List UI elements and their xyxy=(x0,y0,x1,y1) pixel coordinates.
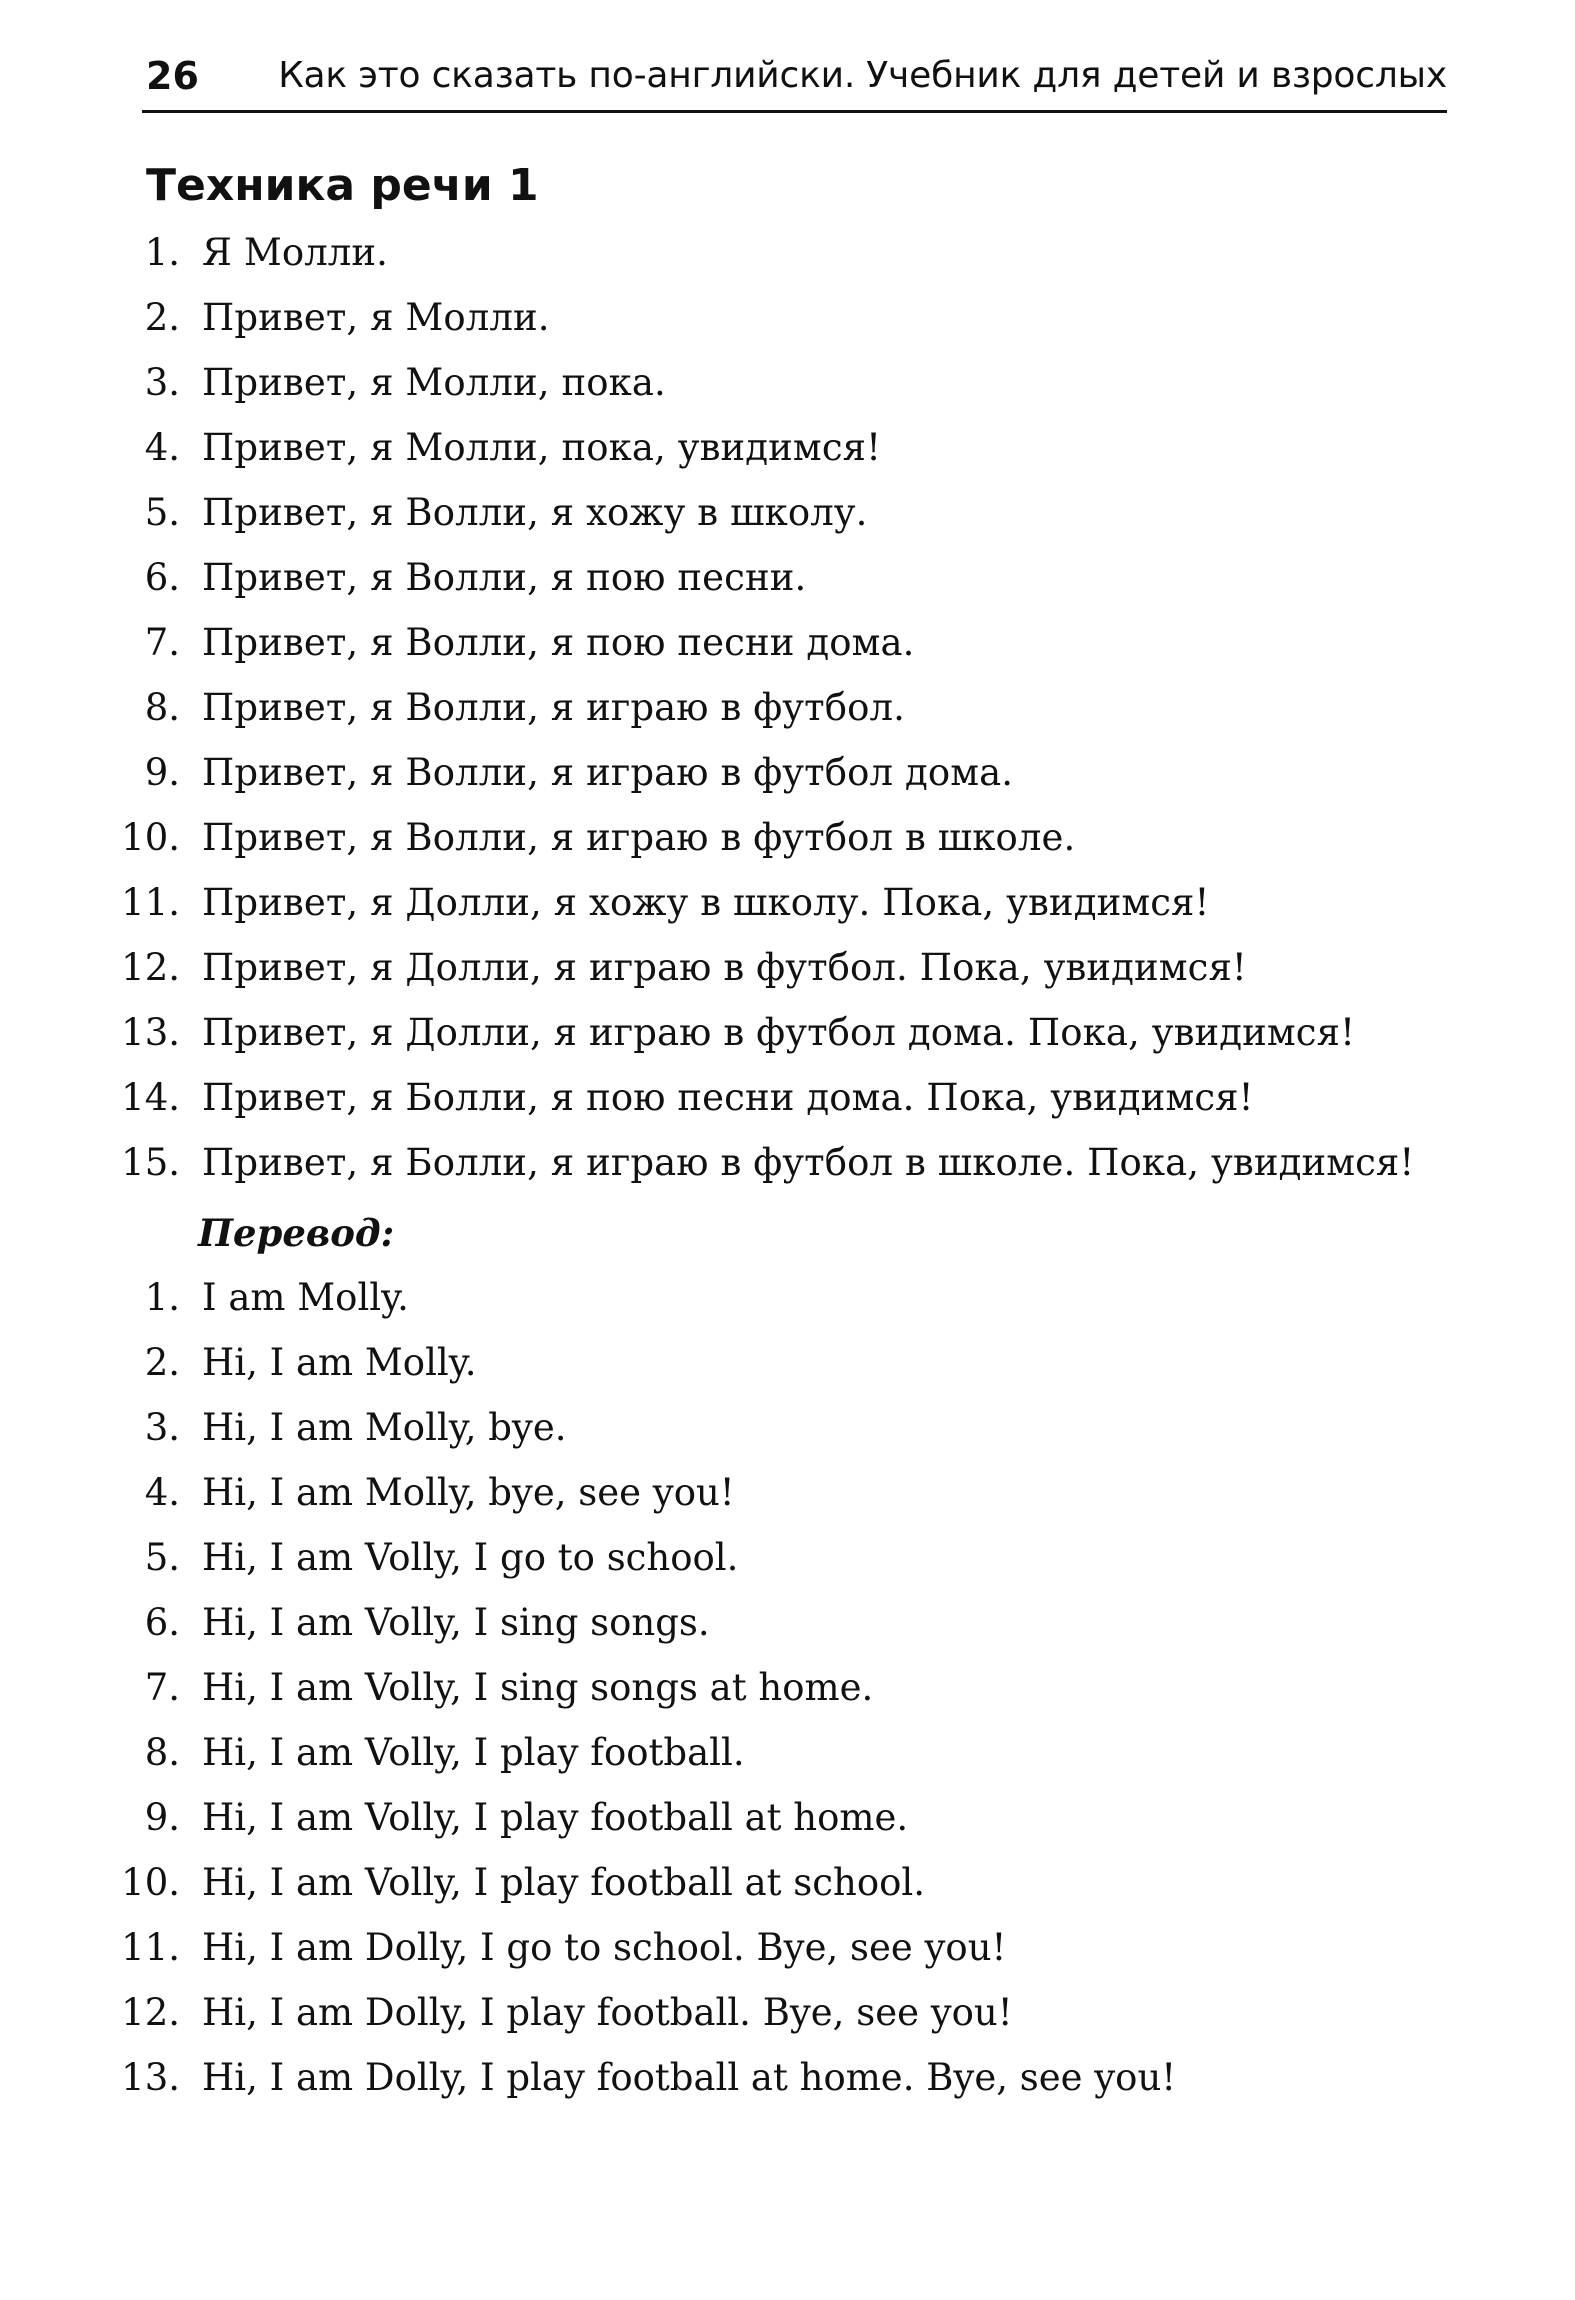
item-number: 7. xyxy=(144,621,180,664)
item-text: Привет, я Волли, я играю в футбол. xyxy=(202,686,905,729)
running-title: Как это сказать по-английски. Учебник для детей и взрослых xyxy=(278,55,1447,96)
item-text: Привет, я Долли, я играю в футбол дома. Пока, увидимся! xyxy=(202,1011,1356,1054)
item-text: Hi, I am Volly, I go to school. xyxy=(202,1536,739,1579)
item-number: 5. xyxy=(144,491,180,534)
item-number: 12. xyxy=(121,1991,180,2034)
item-number: 4. xyxy=(144,426,180,469)
item-text: Hi, I am Dolly, I go to school. Bye, see you! xyxy=(202,1926,1007,1969)
item-number: 12. xyxy=(121,946,180,989)
item-text: Привет, я Болли, я играю в футбол в школе. Пока, увидимся! xyxy=(202,1141,1415,1184)
item-text: Привет, я Молли. xyxy=(202,296,550,339)
item-text: Привет, я Волли, я пою песни дома. xyxy=(202,621,915,664)
item-text: Hi, I am Molly, bye. xyxy=(202,1406,567,1449)
translation-heading: Перевод: xyxy=(198,1211,395,1255)
item-number: 9. xyxy=(144,1796,180,1839)
item-text: Привет, я Волли, я хожу в школу. xyxy=(202,491,868,534)
item-text: I am Molly. xyxy=(202,1276,409,1319)
page-header xyxy=(142,48,1447,113)
item-number: 14. xyxy=(121,1076,180,1119)
item-text: Hi, I am Dolly, I play football. Bye, see you! xyxy=(202,1991,1013,2034)
item-text: Привет, я Молли, пока. xyxy=(202,361,666,404)
item-text: Hi, I am Volly, I sing songs. xyxy=(202,1601,710,1644)
item-number: 1. xyxy=(144,231,180,274)
item-number: 3. xyxy=(144,1406,180,1449)
item-number: 5. xyxy=(144,1536,180,1579)
item-text: Hi, I am Volly, I play football at home. xyxy=(202,1796,909,1839)
item-number: 8. xyxy=(144,1731,180,1774)
item-text: Привет, я Долли, я играю в футбол. Пока, увидимся! xyxy=(202,946,1247,989)
item-number: 6. xyxy=(144,556,180,599)
item-text: Hi, I am Dolly, I play football at home. Bye, see you! xyxy=(202,2056,1177,2099)
section-title: Техника речи 1 xyxy=(146,160,539,211)
item-number: 7. xyxy=(144,1666,180,1709)
page-number: 26 xyxy=(146,54,199,98)
item-text: Привет, я Волли, я играю в футбол дома. xyxy=(202,751,1014,794)
item-text: Привет, я Волли, я пою песни. xyxy=(202,556,807,599)
item-text: Hi, I am Volly, I play football. xyxy=(202,1731,745,1774)
item-number: 9. xyxy=(144,751,180,794)
item-text: Привет, я Молли, пока, увидимся! xyxy=(202,426,882,469)
item-number: 10. xyxy=(121,816,180,859)
item-number: 8. xyxy=(144,686,180,729)
item-text: Привет, я Долли, я хожу в школу. Пока, увидимся! xyxy=(202,881,1210,924)
item-number: 10. xyxy=(121,1861,180,1904)
item-text: Я Молли. xyxy=(202,231,389,274)
item-text: Hi, I am Molly, bye, see you! xyxy=(202,1471,735,1514)
item-number: 4. xyxy=(144,1471,180,1514)
item-number: 3. xyxy=(144,361,180,404)
item-text: Hi, I am Molly. xyxy=(202,1341,477,1384)
item-text: Привет, я Волли, я играю в футбол в школе. xyxy=(202,816,1076,859)
item-number: 2. xyxy=(144,296,180,339)
item-number: 11. xyxy=(121,1926,180,1969)
item-number: 1. xyxy=(144,1276,180,1319)
item-number: 6. xyxy=(144,1601,180,1644)
item-text: Привет, я Болли, я пою песни дома. Пока, увидимся! xyxy=(202,1076,1254,1119)
item-text: Hi, I am Volly, I sing songs at home. xyxy=(202,1666,874,1709)
item-number: 11. xyxy=(121,881,180,924)
item-number: 15. xyxy=(121,1141,180,1184)
item-number: 13. xyxy=(121,1011,180,1054)
item-text: Hi, I am Volly, I play football at school. xyxy=(202,1861,925,1904)
item-number: 2. xyxy=(144,1341,180,1384)
item-number: 13. xyxy=(121,2056,180,2099)
